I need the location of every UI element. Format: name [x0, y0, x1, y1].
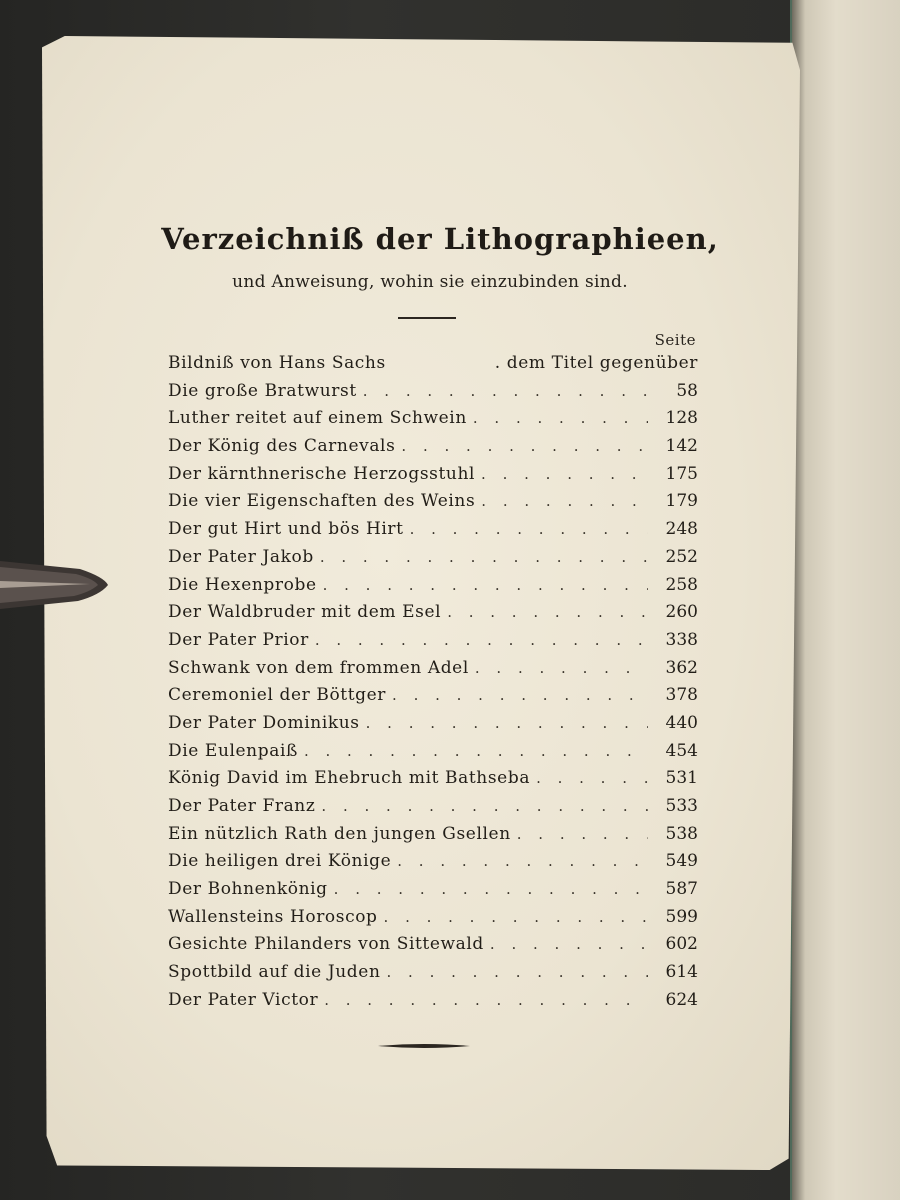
dot-leader [384, 904, 648, 932]
entry-title: Die vier Eigenschaften des Weins [168, 491, 476, 512]
entry-page: 362 [665, 657, 698, 678]
entry-title: Der kärnthnerische Herzogsstuhl [168, 463, 476, 484]
list-item [168, 931, 698, 959]
dot-leader [366, 710, 648, 738]
entry-title: Die große Bratwurst [168, 380, 357, 401]
entry-title: Bildniß von Hans Sachs [168, 353, 386, 373]
list-item [168, 378, 698, 406]
entry-page: 533 [665, 796, 698, 816]
list-item [168, 876, 698, 904]
list-item [168, 765, 698, 793]
entry-page: 252 [665, 546, 698, 567]
entry-title: König David im Ehebruch mit Bathseba [168, 768, 531, 789]
entry-title: Der Pater Prior [168, 629, 309, 650]
entry-title: Der Pater Franz [168, 796, 316, 816]
entry-title: Gesichte Philanders von Sittewald [168, 934, 484, 955]
list-item [168, 904, 698, 932]
entry-page: 531 [665, 768, 698, 789]
list-item [168, 655, 698, 683]
dot-leader [320, 544, 648, 572]
dot-leader [490, 931, 648, 959]
list-item [168, 848, 698, 876]
entry-title: Der Bohnenkönig [168, 879, 328, 900]
entry-title: Die heiligen drei Könige [168, 851, 392, 872]
entry-title: Luther reitet auf einem Schwein [168, 408, 467, 429]
dot-leader [536, 765, 648, 793]
entry-page: 142 [665, 436, 698, 457]
dot-leader [447, 599, 648, 627]
entry-page: 58 [676, 380, 698, 401]
entry-page: 440 [665, 712, 698, 733]
list-item [168, 516, 698, 544]
entry-page: 258 [665, 574, 698, 595]
dot-leader [410, 516, 648, 544]
entry-title: Der Pater Dominikus [168, 712, 360, 733]
entry-page: 175 [665, 463, 698, 484]
dot-leader [401, 433, 648, 461]
lithograph-list [168, 350, 698, 1015]
dot-leader [473, 405, 648, 433]
entry-page: 128 [665, 408, 698, 429]
list-item [168, 738, 698, 766]
entry-page: 179 [665, 491, 698, 512]
entry-page: 599 [665, 906, 698, 927]
entry-page: 454 [665, 740, 698, 761]
entry-page: 338 [665, 629, 698, 650]
entry-page: 378 [665, 685, 698, 706]
list-item [168, 433, 698, 461]
entry-page: 260 [665, 602, 698, 623]
list-item [168, 599, 698, 627]
list-item [168, 544, 698, 572]
bookmark-tab [0, 555, 112, 613]
dot-leader [323, 572, 648, 600]
entry-page: 624 [665, 989, 698, 1010]
entry-title: Ein nützlich Rath den jungen Gsellen [168, 823, 511, 844]
entry-title: Spottbild auf die Juden [168, 962, 381, 983]
entry-title: Die Eulenpaiß [168, 740, 298, 761]
entry-title: Der König des Carnevals [168, 436, 396, 457]
list-item [168, 793, 698, 821]
list-item [168, 350, 698, 378]
entry-page: 538 [665, 823, 698, 844]
list-item [168, 959, 698, 987]
dot-leader [392, 682, 648, 710]
list-item [168, 488, 698, 516]
entry-page: 602 [665, 934, 698, 955]
dot-leader [481, 488, 648, 516]
dot-leader [334, 876, 648, 904]
dot-leader [481, 461, 648, 489]
list-item [168, 405, 698, 433]
list-item [168, 682, 698, 710]
dot-leader [315, 627, 648, 655]
entry-page: 549 [665, 851, 698, 872]
dot-leader [321, 793, 648, 821]
adjacent-page-edge [790, 0, 900, 1200]
list-item [168, 987, 698, 1015]
entry-title: Der Pater Jakob [168, 546, 314, 567]
list-item [168, 572, 698, 600]
entry-title: Der Waldbruder mit dem Esel [168, 602, 442, 623]
dot-leader [363, 378, 648, 406]
list-item [168, 821, 698, 849]
entry-title: Die Hexenprobe [168, 574, 317, 595]
dot-leader [517, 821, 648, 849]
list-item [168, 627, 698, 655]
dot-leader [304, 738, 648, 766]
dot-leader [324, 987, 648, 1015]
page-title: Verzeichniß der Lithographieen, [161, 222, 719, 256]
entry-page: 248 [665, 519, 698, 540]
title-divider [398, 317, 456, 319]
list-item [168, 710, 698, 738]
dot-leader [475, 655, 648, 683]
ornament-rule [378, 1042, 470, 1050]
entry-placement: . dem Titel gegenüber [494, 353, 698, 373]
entry-title: Der gut Hirt und bös Hirt [168, 519, 404, 540]
page-subtitle: und Anweisung, wohin sie einzubinden sind. [232, 272, 628, 292]
entry-title: Schwank von dem frommen Adel [168, 657, 469, 678]
entry-title: Ceremoniel der Böttger [168, 685, 387, 706]
dot-leader [387, 959, 649, 987]
page-column-label: Seite [654, 331, 696, 349]
entry-title: Der Pater Victor [168, 989, 319, 1010]
entry-page: 614 [665, 962, 698, 983]
list-item [168, 461, 698, 489]
entry-page: 587 [665, 879, 698, 900]
dot-leader [397, 848, 648, 876]
entry-title: Wallensteins Horoscop [168, 906, 378, 927]
